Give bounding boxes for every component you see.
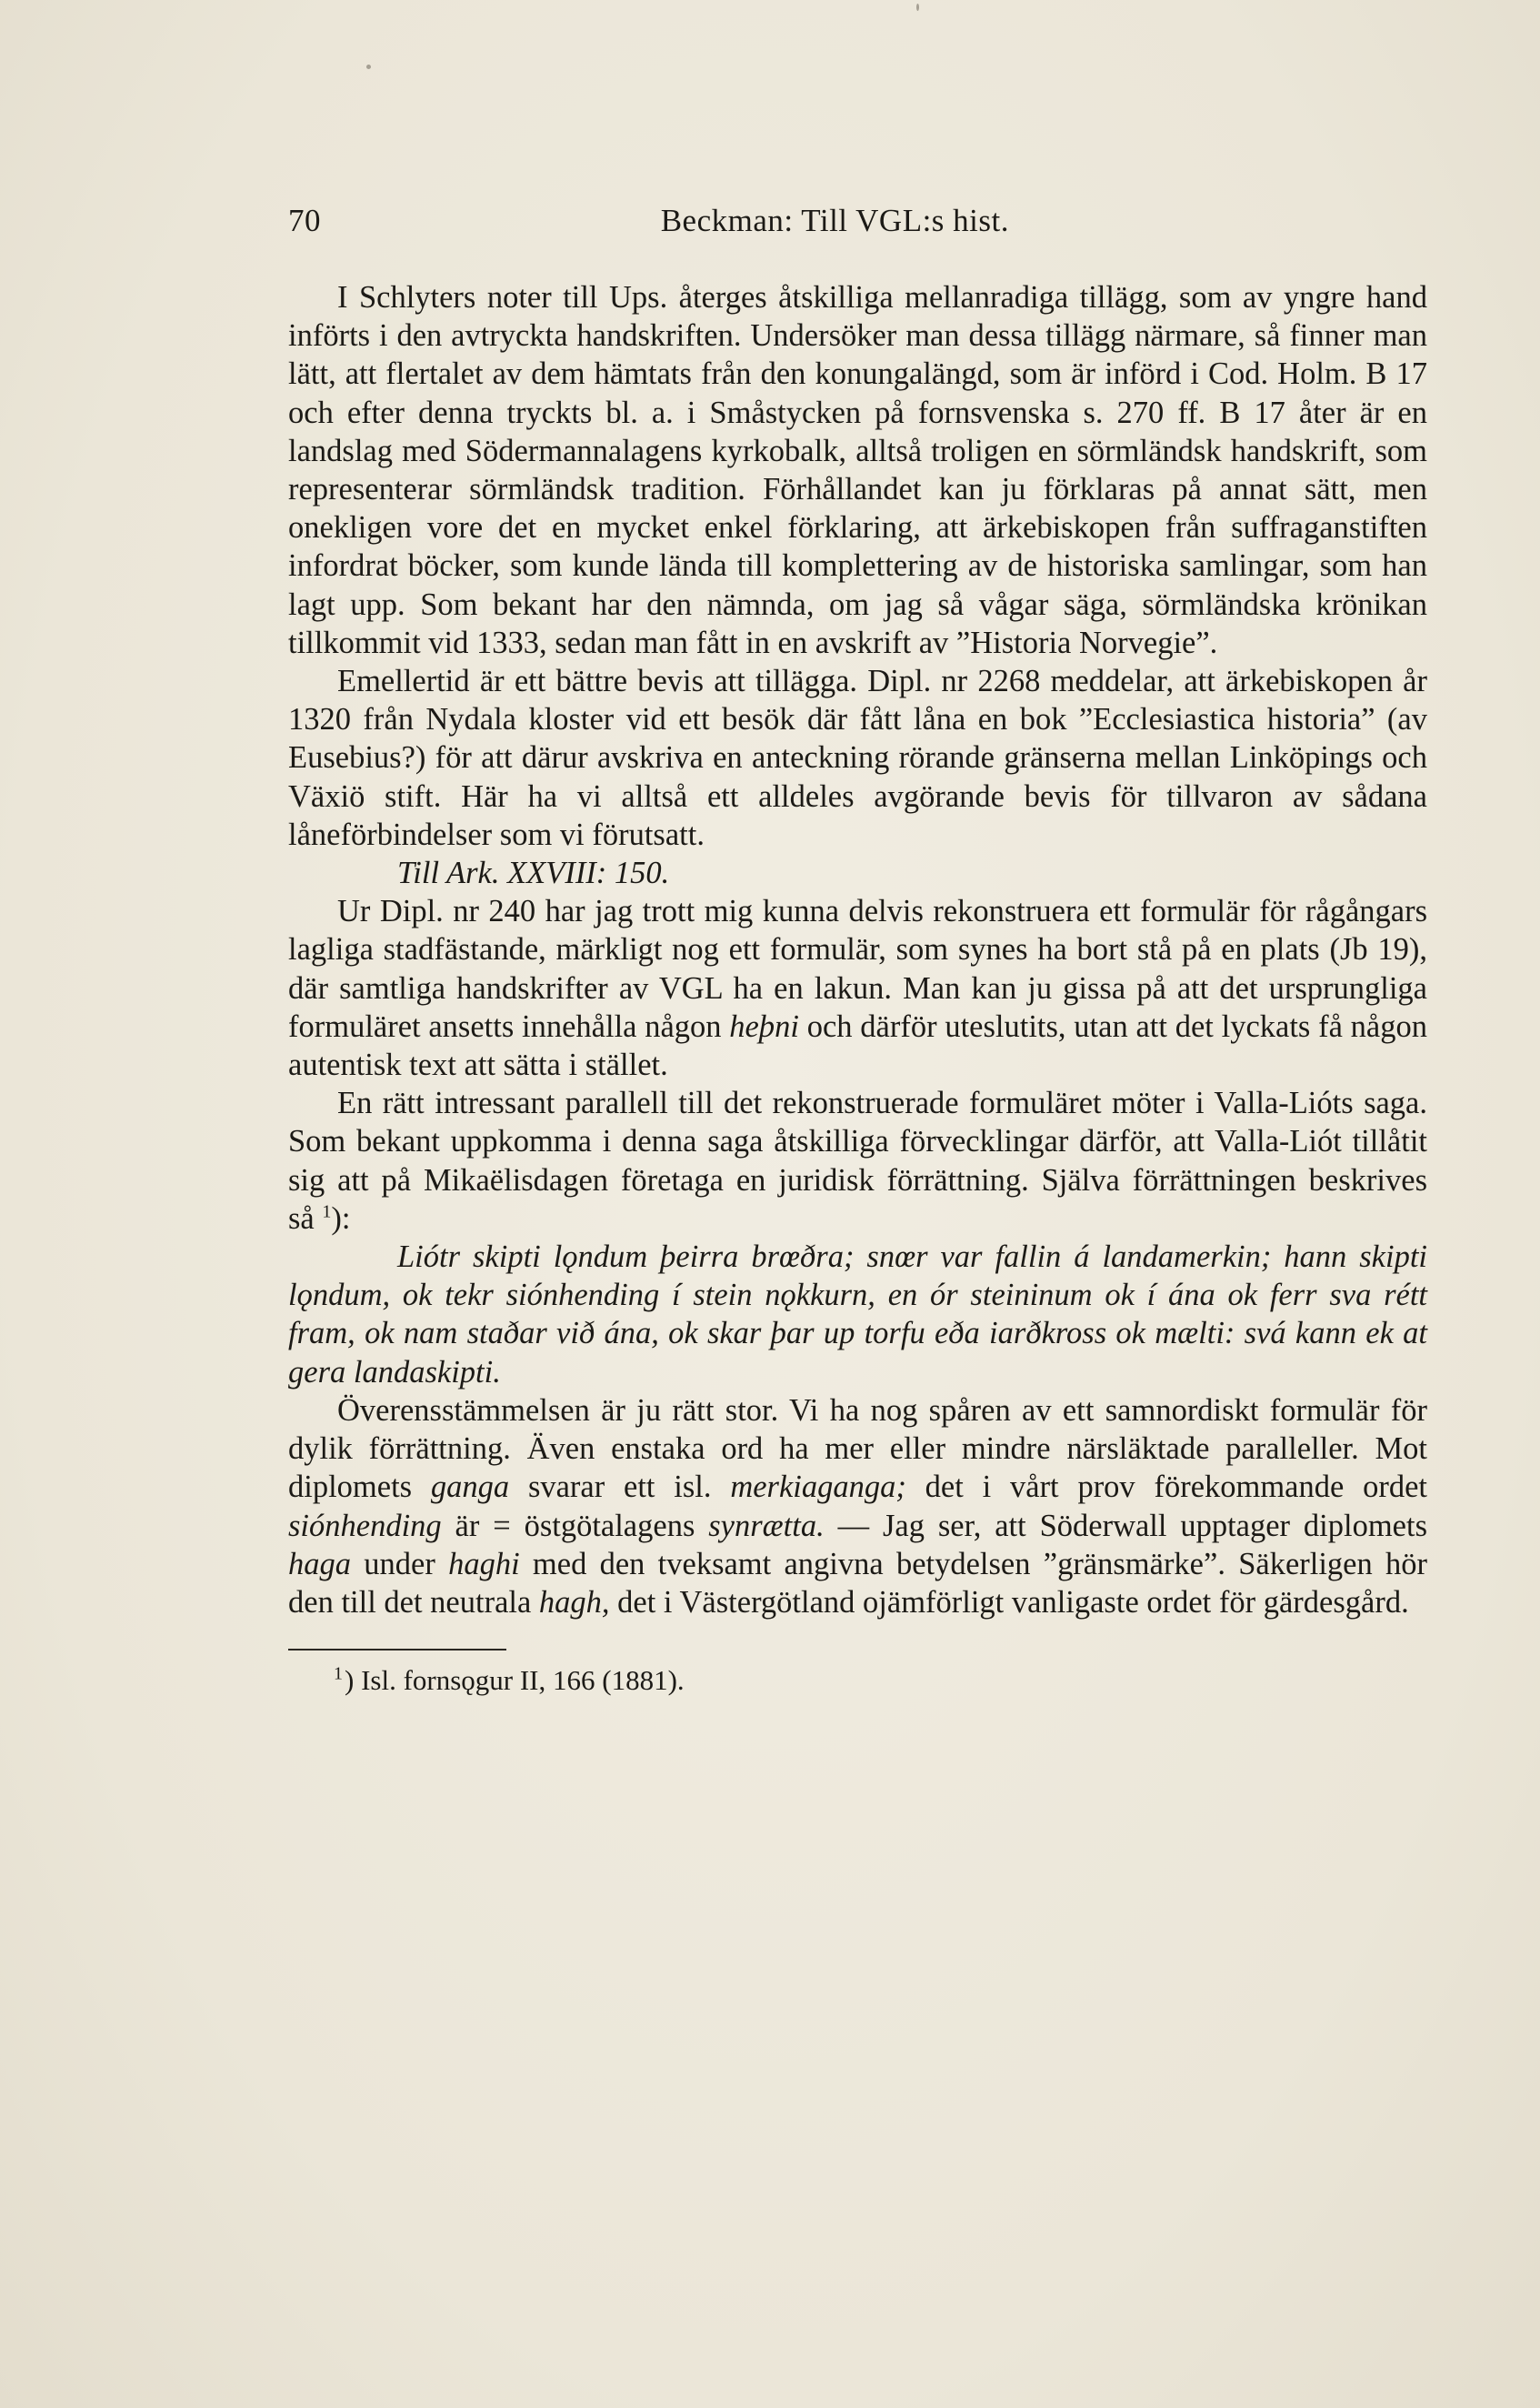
footnote-marker: 1 [334,1663,343,1684]
footnote-divider [288,1649,506,1650]
paragraph-5-text: Överensstämmelsen är ju rätt stor. Vi ha nog spåren av ett samnordiskt formulär för dylik förrättning. Även enstaka ord ha mer eller mindre närsläktade paralleller. Mot diplomets [288,1392,1427,1505]
italic-term: merkiaganga; [730,1470,906,1505]
saga-quotation: Liótr skipti lǫndum þeirra brœðra; snœr var fallin á landamerkin; hann skipti lǫndum, ok tekr siónhending í stein nǫkkurn, en ór steininum ok í ána ok ferr sva rétt fram, ok nam staðar við ána, ok skar þar up torfu eða iarðkross ok mælti: svá kann ek at gera landaskipti. [288,1239,1427,1390]
running-header [288,202,1427,278]
paragraph-5-text: — Jag ser, att Söderwall upptager diplomets [824,1508,1427,1543]
paragraph-3-text-b: och därför uteslutits, utan att det lyckats få någon autentisk text att sätta i stället. [288,1008,1427,1083]
paragraph-5-text: svarar ett isl. [509,1470,731,1505]
paragraph-4 [288,1084,1427,1238]
paragraph-5-text: det i vårt prov förekommande ordet [905,1470,1427,1505]
paragraph-5-text: det i Västergötland ojämförligt vanligaste ordet för gärdesgård. [609,1584,1409,1620]
paragraph-3-text-a: Ur Dipl. nr 240 har jag trott mig kunna delvis rekonstruera ett formulär för rågångars lagliga stadfästande, märkligt nog ett formulär, som synes ha bort stå på en plats (Jb 19), där samtliga handskrifter av VGL ha en lakun. Man kan ju gissa på att det ursprungliga formuläret ansetts innehålla någon [288,894,1427,1044]
paper-speck [916,4,919,11]
footnote [288,1663,1427,1698]
italic-term: hagh, [538,1584,610,1620]
footnote-reference: 1 [322,1201,332,1222]
paragraph-4-suffix: ): [331,1200,351,1236]
italic-term: heþni [729,1008,799,1044]
section-reference: Till Ark. XXVIII: 150. [397,856,670,891]
text-block [288,202,1427,1698]
italic-term: ganga [430,1470,510,1505]
italic-term: haga [288,1546,351,1581]
running-title: Beckman: Till VGL:s hist. [660,203,1009,238]
paragraph-5 [288,1391,1427,1621]
paragraph-2: Emellertid är ett bättre bevis att tillägga. Dipl. nr 2268 meddelar, att ärkebiskopen år 1320 från Nydala kloster vid ett besök där fått låna en bok ”Ecclesiastica historia” (av Eusebius?) för att därur avskriva en anteckning rörande gränserna mellan Linköpings och Växiö stift. Här ha vi alltså ett alldeles avgörande bevis för tillvaron av sådana låneförbindelser som vi förutsatt. [288,664,1427,852]
page-number: 70 [288,203,321,238]
italic-term: haghi [448,1546,520,1581]
paragraph-5-text: under [351,1546,449,1581]
paragraph-1: I Schlyters noter till Ups. återges åtskilliga mellanradiga tillägg, som av yngre hand införts i den avtryckta handskriften. Undersöker man dessa tillägg närmare, så finner man lätt, att flertalet av dem hämtats från den konungalängd, som är införd i Cod. Holm. B 17 och efter denna tryckts bl. a. i Småstycken på fornsvenska s. 270 ff. B 17 åter är en landslag med Södermannalagens kyrkobalk, alltså troligen en sörmländsk handskrift, som representerar sörmländsk tradition. Förhållandet kan ju förklaras på annat sätt, men onekligen vore det en mycket enkel förklaring, att ärkebiskopen från suffraganstiften infordrat böcker, som kunde lända till komplettering av de historiska samlingar, som han lagt upp. Som bekant har den nämnda, om jag så vågar säga, sörmländska krönikan tillkommit vid 1333, sedan man fått in en avskrift av ”Historia Norvegie”. [288,280,1427,660]
paper-speck [366,65,371,69]
italic-term: siónhending [288,1508,442,1543]
paragraph-5-text: med den tveksamt angivna betydelsen ”gränsmärke”. Säkerligen hör den till det neutrala [288,1546,1427,1620]
paragraph-4-text: En rätt intressant parallell till det rekonstruerade formuläret möter i Valla-Lióts saga. Som bekant uppkomma i denna saga åtskilliga förvecklingar därför, att Valla-Liót tillåtit sig att på Mikaëlisdagen företaga en juridisk förrättning. Själva förrättningen beskrives så [288,1086,1427,1236]
italic-term: synrætta. [708,1508,825,1543]
paragraph-5-text: är = östgötalagens [441,1508,709,1543]
paragraph-3 [288,892,1427,1084]
footnote-text: ) Isl. fornsǫgur II, 166 (1881). [345,1664,685,1697]
